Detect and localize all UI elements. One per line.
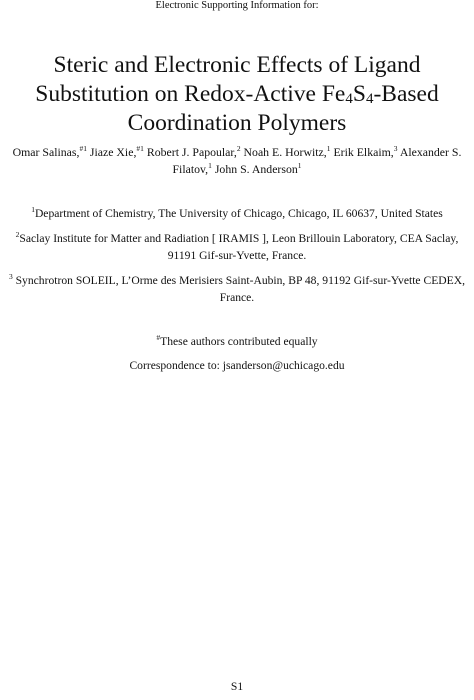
affiliation-text: Synchrotron SOLEIL, L’Orme des Merisiers Saint-Aubin, BP 48, 91192 Gif-sur-Yvette CEDEX, France. bbox=[12, 274, 466, 304]
author-name: John S. Anderson bbox=[214, 162, 298, 176]
page-number: S1 bbox=[230, 680, 244, 693]
author-name: Jiaze Xie bbox=[89, 145, 134, 159]
author-name: Noah E. Horwitz bbox=[243, 145, 324, 159]
author-name: Alexander S. Filatov bbox=[172, 145, 462, 176]
affiliation-text: Department of Chemistry, The University of Chicago, Chicago, IL 60637, United States bbox=[34, 207, 443, 220]
affiliation-text: Saclay Institute for Matter and Radiation [ IRAMIS ], Leon Brillouin Laboratory, CEA Saclay, 91191 Gif-sur-Yvette, France. bbox=[19, 232, 459, 262]
note-text: These authors contributed equally bbox=[160, 335, 318, 348]
affiliation-mark: 1 bbox=[31, 205, 35, 214]
affiliation-3 bbox=[0, 272, 474, 306]
affiliation-1 bbox=[0, 205, 474, 222]
supporting-info-header: Electronic Supporting Information for: bbox=[155, 0, 319, 11]
title-part-3: -Based Coordination Polymers bbox=[127, 80, 439, 136]
title-part-2: S bbox=[352, 80, 366, 107]
author-list: Omar Salinas,$^{\#1}$ Jiaze Xie,$^{\#1}$ Robert J. Papoular,$^2$ Noah E. Horwitz,$^1$ Erik Elkaim,$^3$ Alexander S. Filatov,$^1$ John S. Anderson$^1$ bbox=[12, 144, 462, 176]
title-subscript-1: 4 bbox=[345, 90, 353, 107]
title-subscript-2: 4 bbox=[365, 90, 374, 107]
author-affiliation-mark: 2 bbox=[236, 144, 241, 153]
paper-title bbox=[20, 51, 454, 138]
author-name: Erik Elkaim bbox=[333, 145, 391, 159]
affiliation-mark: 2 bbox=[15, 230, 20, 239]
equal-contribution-note bbox=[0, 334, 474, 350]
author-affiliation-mark: 1 bbox=[208, 161, 212, 170]
author-name: Omar Salinas bbox=[12, 145, 77, 159]
author-affiliation-mark: 3 bbox=[393, 144, 398, 153]
note-mark: # bbox=[156, 333, 161, 342]
author-name: Robert J. Papoular bbox=[146, 145, 234, 159]
author-affiliation-mark: #1 bbox=[136, 144, 144, 153]
affiliation-2 bbox=[0, 230, 474, 264]
affiliation-mark: 3 bbox=[8, 272, 13, 281]
author-affiliation-mark: #1 bbox=[79, 144, 87, 153]
title-part-1: Steric and Electronic Effects of Ligand Substitution on Redox-Active Fe bbox=[35, 51, 421, 107]
author-affiliation-mark: 1 bbox=[326, 144, 331, 153]
correspondence-line: Correspondence to: jsanderson@uchicago.edu bbox=[129, 359, 345, 372]
author-affiliation-mark: 1 bbox=[297, 161, 302, 170]
